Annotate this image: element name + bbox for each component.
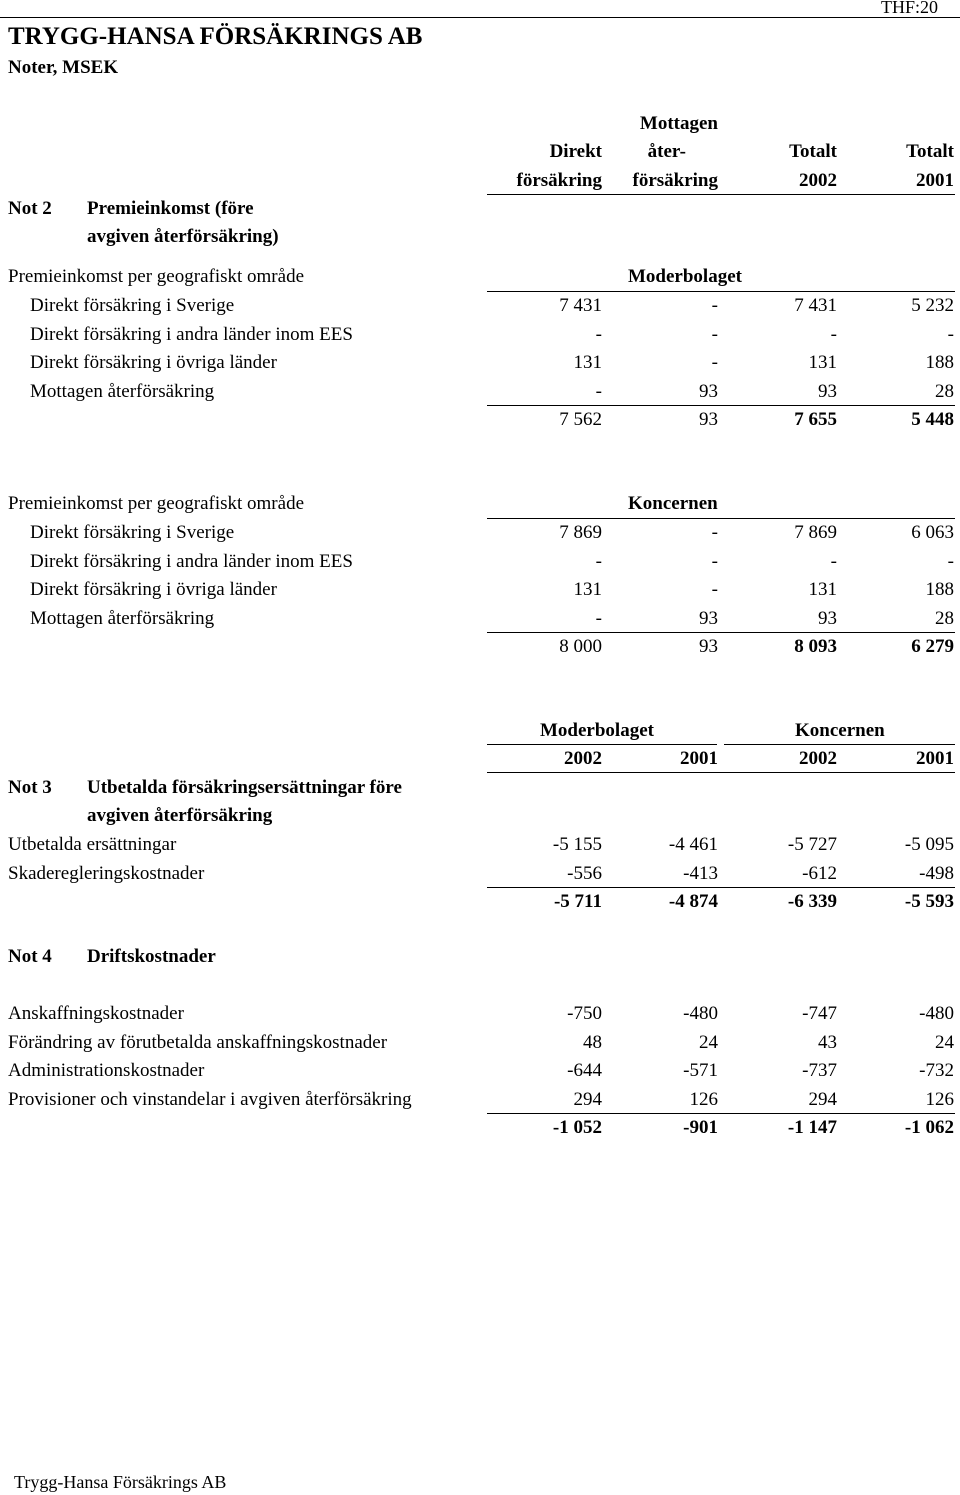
col-header-year-2001: 2001 (916, 170, 954, 191)
row-value: 126 (925, 1088, 954, 1110)
row-value: 24 (699, 1031, 718, 1053)
row-value: 131 (808, 579, 837, 600)
row-value: 131 (808, 352, 837, 373)
group-rule (487, 518, 955, 519)
row-value: - (947, 550, 954, 572)
row-value: -480 (919, 1003, 954, 1024)
row-value: -480 (683, 1003, 718, 1024)
row-value: 7 431 (559, 295, 602, 316)
row-value: - (711, 579, 718, 600)
row-value: - (711, 352, 718, 373)
row-value: - (711, 550, 718, 572)
row-label: Förändring av förutbetalda anskaffningskostnader (8, 1031, 388, 1053)
page-subtitle: Noter, MSEK (8, 57, 119, 78)
row-value: 7 869 (559, 522, 602, 543)
row-value: 6 063 (911, 522, 954, 543)
row-label: Direkt försäkring i övriga länder (30, 352, 277, 373)
company-title: TRYGG-HANSA FÖRSÄKRINGS AB (8, 23, 423, 50)
row-value: -4 461 (668, 834, 718, 855)
row-value: -5 095 (904, 834, 954, 855)
row-value: -644 (567, 1060, 602, 1081)
row-value: -612 (802, 862, 837, 884)
row-value: 43 (818, 1031, 837, 1053)
row-value: 126 (689, 1088, 718, 1110)
row-label: Utbetalda ersättningar (8, 834, 177, 855)
row-value: - (711, 522, 718, 543)
total-value: 7 655 (794, 409, 837, 430)
note-title-cont: avgiven återförsäkring) (87, 226, 279, 247)
col-header-mottagen: Mottagen (639, 113, 718, 134)
note-label: Not 4 (8, 946, 52, 967)
total-rule (487, 887, 955, 888)
total-rule (487, 632, 955, 633)
row-value: -732 (919, 1060, 954, 1081)
row-value: 188 (925, 579, 954, 600)
total-value: 8 093 (794, 636, 837, 657)
total-value: 6 279 (911, 636, 954, 657)
note-label: Not 2 (8, 198, 52, 219)
total-rule (487, 1113, 955, 1114)
group-header-rule (487, 744, 717, 745)
note-title: Driftskostnader (87, 946, 216, 967)
row-label: Provisioner och vinstandelar i avgiven återförsäkring (8, 1088, 412, 1110)
row-label: Direkt försäkring i Sverige (30, 522, 235, 543)
row-value: -556 (567, 862, 602, 884)
row-value: 294 (808, 1088, 837, 1110)
row-value: -413 (683, 862, 718, 884)
row-label: Administrationskostnader (8, 1060, 205, 1081)
total-value: -1 062 (904, 1117, 954, 1138)
row-label: Anskaffningskostnader (8, 1003, 184, 1024)
col-header-year-2002: 2002 (799, 170, 837, 191)
group-header-moderbolaget: Moderbolaget (540, 720, 654, 741)
total-value: -5 711 (553, 891, 602, 912)
row-value: - (595, 323, 602, 345)
note-label: Not 3 (8, 777, 52, 798)
row-value: -498 (919, 862, 954, 884)
row-label: Direkt försäkring i övriga länder (30, 579, 277, 600)
group-header-rule (724, 744, 955, 745)
total-value: 8 000 (559, 636, 602, 657)
page-code: THF:20 (880, 0, 938, 17)
row-value: 48 (583, 1031, 602, 1053)
row-value: 5 232 (911, 295, 954, 316)
row-value: - (830, 323, 837, 345)
total-rule (487, 405, 955, 406)
row-value: -5 155 (552, 834, 602, 855)
row-value: 131 (573, 352, 602, 373)
row-value: -571 (683, 1060, 718, 1081)
col-header-aterforsakring: försäkring (632, 170, 718, 191)
total-value: 93 (699, 636, 718, 657)
note-title: Premieinkomst (före (87, 198, 254, 219)
year-header: 2002 (564, 748, 602, 769)
row-value: -747 (802, 1003, 837, 1024)
col-header-direkt: Direkt (549, 141, 602, 162)
row-value: 24 (935, 1031, 954, 1053)
col-header-ater: åter- (647, 141, 686, 162)
col-header-forsakring: försäkring (516, 170, 602, 191)
group-label-koncernen: Koncernen (628, 493, 718, 514)
total-value: -1 052 (552, 1117, 602, 1138)
row-value: 93 (699, 607, 718, 629)
row-label: Direkt försäkring i andra länder inom EES (30, 323, 353, 345)
total-value: 5 448 (911, 409, 954, 430)
row-value: -750 (567, 1003, 602, 1024)
total-value: -6 339 (787, 891, 837, 912)
total-value: -1 147 (787, 1117, 837, 1138)
row-label: Mottagen återförsäkring (30, 607, 215, 629)
row-label: Direkt försäkring i andra länder inom EES (30, 550, 353, 572)
row-value: 93 (818, 380, 837, 402)
row-value: 294 (573, 1088, 602, 1110)
row-value: - (595, 550, 602, 572)
total-value: -4 874 (668, 891, 718, 912)
group-header-koncernen: Koncernen (795, 720, 885, 741)
year-header: 2002 (799, 748, 837, 769)
footer-company: Trygg-Hansa Försäkrings AB (14, 1472, 227, 1492)
row-value: -5 727 (787, 834, 837, 855)
row-value: 93 (699, 380, 718, 402)
note-title-cont: avgiven återförsäkring (87, 805, 273, 826)
row-value: 28 (935, 380, 954, 402)
col-header-totalt-2001: Totalt (906, 141, 954, 162)
row-value: - (595, 607, 602, 629)
row-value: 28 (935, 607, 954, 629)
row-label: Skaderegleringskostnader (8, 862, 205, 884)
row-value: 7 869 (794, 522, 837, 543)
row-value: -737 (802, 1060, 837, 1081)
col-header-totalt-2002: Totalt (789, 141, 837, 162)
total-value: -901 (683, 1117, 718, 1138)
note-title: Utbetalda försäkringsersättningar före (87, 777, 402, 798)
year-header: 2001 (680, 748, 718, 769)
row-value: - (711, 323, 718, 345)
section-label: Premieinkomst per geografiskt område (8, 266, 305, 287)
row-value: 188 (925, 352, 954, 373)
col-header-rule (487, 194, 955, 195)
row-label: Mottagen återförsäkring (30, 380, 215, 402)
total-value: 93 (699, 409, 718, 430)
row-value: - (947, 323, 954, 345)
row-label: Direkt försäkring i Sverige (30, 295, 235, 316)
total-value: 7 562 (559, 409, 602, 430)
row-value: - (711, 295, 718, 316)
row-value: - (830, 550, 837, 572)
group-rule (487, 291, 955, 292)
total-value: -5 593 (904, 891, 954, 912)
row-value: - (595, 380, 602, 402)
row-value: 7 431 (794, 295, 837, 316)
year-header: 2001 (916, 748, 954, 769)
row-value: 93 (818, 607, 837, 629)
year-header-rule (487, 772, 955, 773)
group-label-moderbolaget: Moderbolaget (628, 266, 742, 287)
row-value: 131 (573, 579, 602, 600)
header-rule (0, 17, 960, 18)
section-label: Premieinkomst per geografiskt område (8, 493, 305, 514)
